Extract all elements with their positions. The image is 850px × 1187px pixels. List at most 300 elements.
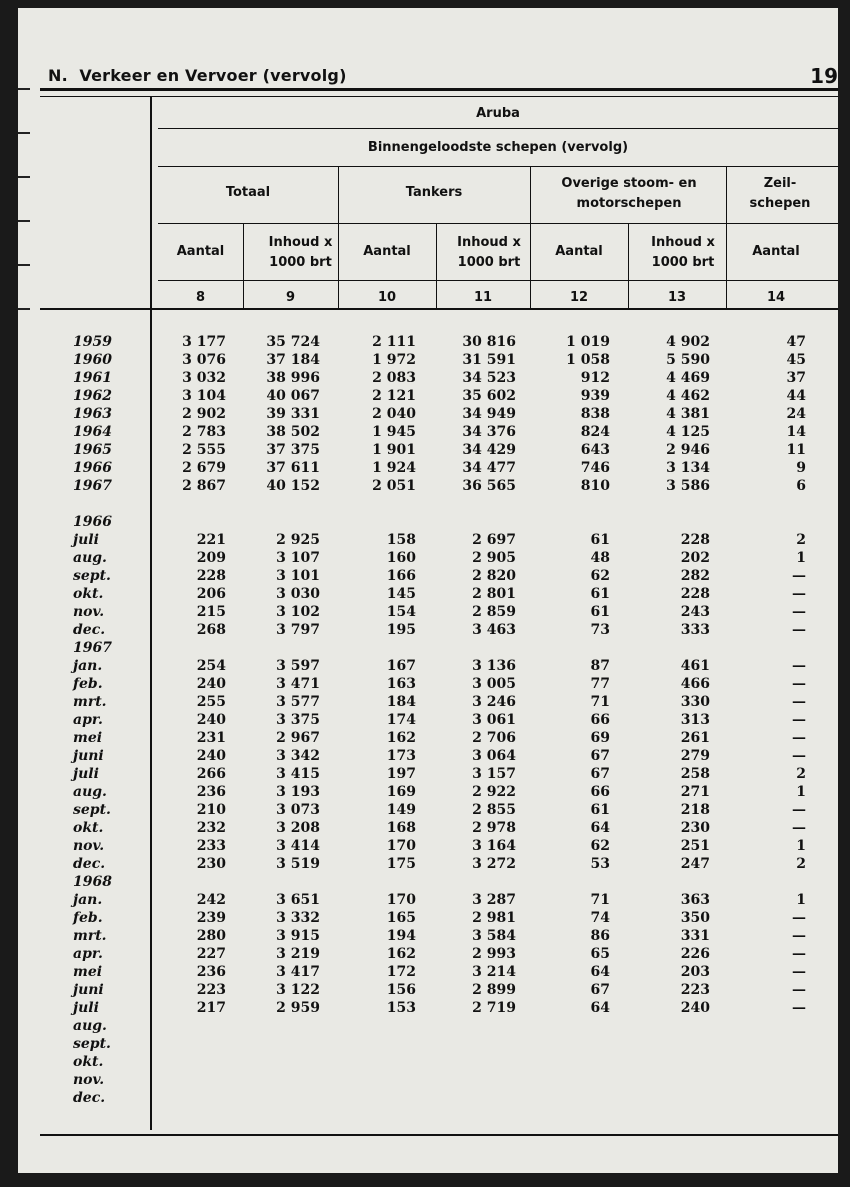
row-label: 1963 <box>73 406 112 422</box>
table-cell: 3 519 <box>276 856 320 872</box>
row-label: 1959 <box>73 334 112 350</box>
data-column-9 <box>248 333 320 1107</box>
table-cell: 209 <box>196 550 226 566</box>
table-cell: 34 429 <box>462 442 516 458</box>
table-cell <box>530 1089 610 1107</box>
table-cell <box>726 1071 806 1089</box>
table-cell: 2 978 <box>472 820 516 836</box>
table-cell: 3 193 <box>276 784 320 800</box>
table-cell: 2 706 <box>472 730 516 746</box>
table-cell: 11 <box>786 442 806 458</box>
col-number-8: 8 <box>195 290 206 305</box>
table-cell: 331 <box>680 928 710 944</box>
table-cell: 5 590 <box>666 352 710 368</box>
table-cell: — <box>792 604 806 620</box>
table-cell <box>726 1035 806 1053</box>
table-cell: 218 <box>680 802 710 818</box>
table-cell: 2 967 <box>276 730 320 746</box>
group-tankers: Tankers <box>405 185 463 200</box>
table-cell: 35 724 <box>266 334 320 350</box>
table-cell <box>436 1035 516 1053</box>
col-header-14: Aantal <box>752 244 800 259</box>
table-cell <box>248 1089 320 1107</box>
table-cell: 333 <box>680 622 710 638</box>
table-cell: 230 <box>680 820 710 836</box>
row-label: feb. <box>73 676 103 692</box>
row-label: 1961 <box>73 370 112 386</box>
table-cell: 3 136 <box>472 658 516 674</box>
table-cell <box>628 1071 710 1089</box>
table-cell: 160 <box>386 550 416 566</box>
table-cell <box>628 1053 710 1071</box>
row-label: aug. <box>73 784 107 800</box>
table-cell: 69 <box>590 730 610 746</box>
table-cell: 2 855 <box>472 802 516 818</box>
table-cell: 40 152 <box>266 478 320 494</box>
table-cell: 3 076 <box>182 352 226 368</box>
row-label: nov. <box>73 604 105 620</box>
table-cell <box>436 513 516 531</box>
row-label: okt. <box>73 586 104 602</box>
table-cell: — <box>792 820 806 836</box>
table-cell: 2 <box>796 532 806 548</box>
col-header-11: Inhoud x 1000 brt <box>457 235 521 270</box>
table-subtitle: Binnengeloodste schepen (vervolg) <box>367 140 629 155</box>
table-cell <box>530 1053 610 1071</box>
row-label: 1967 <box>73 478 112 494</box>
row-label: sept. <box>73 568 111 584</box>
table-cell: 47 <box>786 334 806 350</box>
table-cell <box>248 873 320 891</box>
table-cell: 3 797 <box>276 622 320 638</box>
table-cell: 643 <box>580 442 610 458</box>
table-cell: 39 331 <box>266 406 320 422</box>
table-cell: 166 <box>386 568 416 584</box>
table-cell: 466 <box>680 676 710 692</box>
table-cell: — <box>792 982 806 998</box>
table-cell <box>628 513 710 531</box>
row-label: apr. <box>73 946 103 962</box>
table-cell: 31 591 <box>462 352 516 368</box>
data-column-14 <box>726 333 806 1107</box>
table-cell: 4 125 <box>666 424 710 440</box>
table-cell: — <box>792 802 806 818</box>
row-label: dec. <box>73 856 106 872</box>
table-cell: 66 <box>590 784 610 800</box>
table-cell: 2 993 <box>472 946 516 962</box>
table-cell <box>248 1035 320 1053</box>
table-cell: 210 <box>196 802 226 818</box>
table-cell: 1 <box>796 892 806 908</box>
table-cell <box>248 513 320 531</box>
table-cell <box>628 1017 710 1035</box>
row-label: sept. <box>73 802 111 818</box>
table-cell: 227 <box>196 946 226 962</box>
table-cell: 24 <box>786 406 806 422</box>
table-cell: 221 <box>196 532 226 548</box>
data-column-12 <box>530 333 610 1107</box>
table-cell <box>530 1071 610 1089</box>
table-cell: 3 164 <box>472 838 516 854</box>
table-cell <box>338 1071 416 1089</box>
table-cell: 2 859 <box>472 604 516 620</box>
row-label: nov. <box>73 1072 105 1088</box>
table-cell <box>158 1089 226 1107</box>
table-cell <box>436 873 516 891</box>
table-cell: 34 477 <box>462 460 516 476</box>
table-cell: 939 <box>580 388 610 404</box>
data-column-13 <box>628 333 710 1107</box>
table-cell: 3 005 <box>472 676 516 692</box>
page-header <box>48 66 347 85</box>
table-cell <box>436 639 516 657</box>
table-cell: 3 415 <box>276 766 320 782</box>
table-cell: 197 <box>386 766 416 782</box>
section-letter: N. <box>48 66 68 85</box>
table-cell: 2 679 <box>182 460 226 476</box>
table-cell <box>530 1035 610 1053</box>
table-cell: 2 902 <box>182 406 226 422</box>
table-cell: 2 697 <box>472 532 516 548</box>
table-cell: 233 <box>196 838 226 854</box>
col-header-8: Aantal <box>176 244 225 259</box>
table-cell: 2 111 <box>372 334 416 350</box>
table-cell: 37 184 <box>266 352 320 368</box>
row-label: 1967 <box>73 640 112 656</box>
table-cell: 2 083 <box>372 370 416 386</box>
row-label: okt. <box>73 1054 104 1070</box>
table-cell: 3 651 <box>276 892 320 908</box>
table-cell: 243 <box>680 604 710 620</box>
table-cell: 35 602 <box>462 388 516 404</box>
table-cell: 156 <box>386 982 416 998</box>
table-cell: 2 959 <box>276 1000 320 1016</box>
data-column-11 <box>436 333 516 1107</box>
table-cell: 73 <box>590 622 610 638</box>
table-cell: 254 <box>196 658 226 674</box>
table-cell <box>726 1053 806 1071</box>
table-cell: 170 <box>386 838 416 854</box>
table-cell: 3 375 <box>276 712 320 728</box>
table-cell: 1 945 <box>372 424 416 440</box>
table-cell: 168 <box>386 820 416 836</box>
table-cell: 271 <box>680 784 710 800</box>
table-cell: 45 <box>786 352 806 368</box>
table-cell: 61 <box>590 532 610 548</box>
table-cell: 279 <box>680 748 710 764</box>
table-cell <box>158 513 226 531</box>
table-cell: 239 <box>196 910 226 926</box>
row-label: 1968 <box>73 874 112 890</box>
row-label: juli <box>73 766 99 782</box>
table-cell: 66 <box>590 712 610 728</box>
table-cell: 167 <box>386 658 416 674</box>
row-label: 1966 <box>73 460 112 476</box>
table-cell: 38 996 <box>266 370 320 386</box>
table-cell: 184 <box>386 694 416 710</box>
table-cell: 240 <box>196 748 226 764</box>
table-cell: 145 <box>386 586 416 602</box>
binder-marks <box>18 88 32 352</box>
row-label: mrt. <box>73 928 107 944</box>
table-cell: 194 <box>386 928 416 944</box>
col-number-9: 9 <box>285 290 296 305</box>
row-label: nov. <box>73 838 105 854</box>
table-cell: 228 <box>196 568 226 584</box>
table-cell: 67 <box>590 982 610 998</box>
table-cell: 165 <box>386 910 416 926</box>
row-label: 1962 <box>73 388 112 404</box>
table-cell: 169 <box>386 784 416 800</box>
table-cell: 3 471 <box>276 676 320 692</box>
table-cell <box>338 1053 416 1071</box>
table-cell: 2 <box>796 766 806 782</box>
table-cell: 824 <box>580 424 610 440</box>
table-cell: 64 <box>590 964 610 980</box>
table-cell: 215 <box>196 604 226 620</box>
table-cell: 40 067 <box>266 388 320 404</box>
col-number-14: 14 <box>766 290 786 305</box>
table-cell <box>628 1089 710 1107</box>
table-cell: 228 <box>680 532 710 548</box>
table-cell: — <box>792 622 806 638</box>
table-cell: 3 032 <box>182 370 226 386</box>
row-label: mei <box>73 964 103 980</box>
row-label: juli <box>73 1000 99 1016</box>
group-totaal: Totaal <box>225 185 271 200</box>
table-cell: 236 <box>196 964 226 980</box>
table-cell: — <box>792 946 806 962</box>
table-cell: 261 <box>680 730 710 746</box>
table-cell: 2 051 <box>372 478 416 494</box>
table-cell: 65 <box>590 946 610 962</box>
table-cell: 3 157 <box>472 766 516 782</box>
table-cell <box>338 873 416 891</box>
table-cell: 2 121 <box>372 388 416 404</box>
table-cell: 231 <box>196 730 226 746</box>
table-cell <box>726 873 806 891</box>
table-cell: — <box>792 676 806 692</box>
table-cell: 2 719 <box>472 1000 516 1016</box>
table-cell: 61 <box>590 802 610 818</box>
table-cell: 3 342 <box>276 748 320 764</box>
table-cell: 64 <box>590 1000 610 1016</box>
table-cell: — <box>792 928 806 944</box>
table-cell: 746 <box>580 460 610 476</box>
table-cell: 3 577 <box>276 694 320 710</box>
table-cell: 3 107 <box>276 550 320 566</box>
table-cell: 2 946 <box>666 442 710 458</box>
table-cell <box>436 1017 516 1035</box>
table-cell <box>248 1053 320 1071</box>
table-cell <box>338 1017 416 1035</box>
table-cell: 2 801 <box>472 586 516 602</box>
table-cell: 223 <box>196 982 226 998</box>
table-cell: — <box>792 730 806 746</box>
table-cell: 3 073 <box>276 802 320 818</box>
table-cell: 6 <box>796 478 806 494</box>
table-cell <box>530 1017 610 1035</box>
table-cell: 3 417 <box>276 964 320 980</box>
row-label: juni <box>73 982 104 998</box>
table-cell: 162 <box>386 946 416 962</box>
table-cell: 280 <box>196 928 226 944</box>
col-number-12: 12 <box>569 290 589 305</box>
table-cell: — <box>792 1000 806 1016</box>
table-cell: 172 <box>386 964 416 980</box>
table-cell: 3 463 <box>472 622 516 638</box>
table-cell: 195 <box>386 622 416 638</box>
group-zeilschepen: Zeil-schepen <box>749 176 811 211</box>
table-cell: 282 <box>680 568 710 584</box>
table-cell: 2 040 <box>372 406 416 422</box>
table-cell: 2 981 <box>472 910 516 926</box>
table-cell: 62 <box>590 838 610 854</box>
row-label: 1964 <box>73 424 112 440</box>
table-cell: 34 376 <box>462 424 516 440</box>
table-cell: 37 375 <box>266 442 320 458</box>
table-cell: 74 <box>590 910 610 926</box>
table-cell: 9 <box>796 460 806 476</box>
row-label: jan. <box>73 658 103 674</box>
table-cell: 3 586 <box>666 478 710 494</box>
table-cell <box>338 639 416 657</box>
table-cell: 247 <box>680 856 710 872</box>
table-cell: 44 <box>786 388 806 404</box>
table-cell: 1 <box>796 550 806 566</box>
row-label: apr. <box>73 712 103 728</box>
table-cell: — <box>792 568 806 584</box>
row-label: aug. <box>73 1018 107 1034</box>
table-cell: — <box>792 910 806 926</box>
table-cell <box>726 1017 806 1035</box>
table-cell: 232 <box>196 820 226 836</box>
table-cell: 1 <box>796 838 806 854</box>
col-header-9: Inhoud x 1000 brt <box>268 235 333 270</box>
row-label: dec. <box>73 622 106 638</box>
table-cell: 3 272 <box>472 856 516 872</box>
row-label: juli <box>73 532 99 548</box>
table-cell: 1 019 <box>566 334 610 350</box>
row-label: dec. <box>73 1090 106 1106</box>
table-cell: 14 <box>786 424 806 440</box>
table-cell: 230 <box>196 856 226 872</box>
table-cell: 240 <box>196 676 226 692</box>
table-cell: 153 <box>386 1000 416 1016</box>
table-cell: 912 <box>580 370 610 386</box>
table-cell: 3 414 <box>276 838 320 854</box>
row-label: feb. <box>73 910 103 926</box>
table-cell: 163 <box>386 676 416 692</box>
table-cell: 3 104 <box>182 388 226 404</box>
table-cell: 2 <box>796 856 806 872</box>
table-cell <box>726 1089 806 1107</box>
col-header-10: Aantal <box>363 244 411 259</box>
table-cell: 2 922 <box>472 784 516 800</box>
table-cell: 87 <box>590 658 610 674</box>
table-cell: 203 <box>680 964 710 980</box>
table-cell: 37 <box>786 370 806 386</box>
table-cell: 3 102 <box>276 604 320 620</box>
table-cell: 236 <box>196 784 226 800</box>
table-cell: 330 <box>680 694 710 710</box>
table-cell: 175 <box>386 856 416 872</box>
col-header-13: Inhoud x 1000 brt <box>651 235 715 270</box>
table-cell: 3 064 <box>472 748 516 764</box>
table-cell <box>436 1071 516 1089</box>
table-cell: 1 924 <box>372 460 416 476</box>
table-cell: 2 867 <box>182 478 226 494</box>
table-cell: 810 <box>580 478 610 494</box>
table-cell: 86 <box>590 928 610 944</box>
group-overige: Overige stoom- en motorschepen <box>561 176 697 211</box>
table-cell: 4 462 <box>666 388 710 404</box>
table-cell <box>338 513 416 531</box>
table-cell: 62 <box>590 568 610 584</box>
table-cell <box>628 639 710 657</box>
table-cell: 3 134 <box>666 460 710 476</box>
row-label: aug. <box>73 550 107 566</box>
table-cell <box>158 1071 226 1089</box>
col-header-12: Aantal <box>555 244 603 259</box>
table-cell: 461 <box>680 658 710 674</box>
table-cell: 2 899 <box>472 982 516 998</box>
table-cell: 255 <box>196 694 226 710</box>
table-cell: 149 <box>386 802 416 818</box>
table-cell: 67 <box>590 766 610 782</box>
table-cell: 174 <box>386 712 416 728</box>
table-cell: 3 208 <box>276 820 320 836</box>
table-cell <box>530 513 610 531</box>
row-label: 1965 <box>73 442 112 458</box>
table-cell: 53 <box>590 856 610 872</box>
table-cell <box>248 639 320 657</box>
section-title: Verkeer en Vervoer (vervolg) <box>79 66 347 85</box>
data-column-10 <box>338 333 416 1107</box>
table-cell: 61 <box>590 586 610 602</box>
table-cell: 71 <box>590 892 610 908</box>
table-cell: 217 <box>196 1000 226 1016</box>
table-cell <box>158 1017 226 1035</box>
table-cell: 1 058 <box>566 352 610 368</box>
table-cell: 170 <box>386 892 416 908</box>
table-cell: 3 597 <box>276 658 320 674</box>
table-cell: 3 287 <box>472 892 516 908</box>
table-cell: 64 <box>590 820 610 836</box>
table-cell: 1 <box>796 784 806 800</box>
table-cell: 2 820 <box>472 568 516 584</box>
table-cell: 3 177 <box>182 334 226 350</box>
table-cell: — <box>792 748 806 764</box>
table-cell: 3 030 <box>276 586 320 602</box>
table-cell: 3 214 <box>472 964 516 980</box>
data-column-8 <box>158 333 226 1107</box>
row-label: 1966 <box>73 514 112 530</box>
table-cell: 223 <box>680 982 710 998</box>
table-cell: 363 <box>680 892 710 908</box>
table-cell: 67 <box>590 748 610 764</box>
table-cell: 34 523 <box>462 370 516 386</box>
table-cell: 226 <box>680 946 710 962</box>
table-cell <box>530 873 610 891</box>
col-number-11: 11 <box>473 290 493 305</box>
table-cell: 240 <box>680 1000 710 1016</box>
table-cell: 1 972 <box>372 352 416 368</box>
table-cell: 2 555 <box>182 442 226 458</box>
table-cell: 3 061 <box>472 712 516 728</box>
page-number: 19 <box>810 64 838 88</box>
table-cell: 37 611 <box>266 460 320 476</box>
